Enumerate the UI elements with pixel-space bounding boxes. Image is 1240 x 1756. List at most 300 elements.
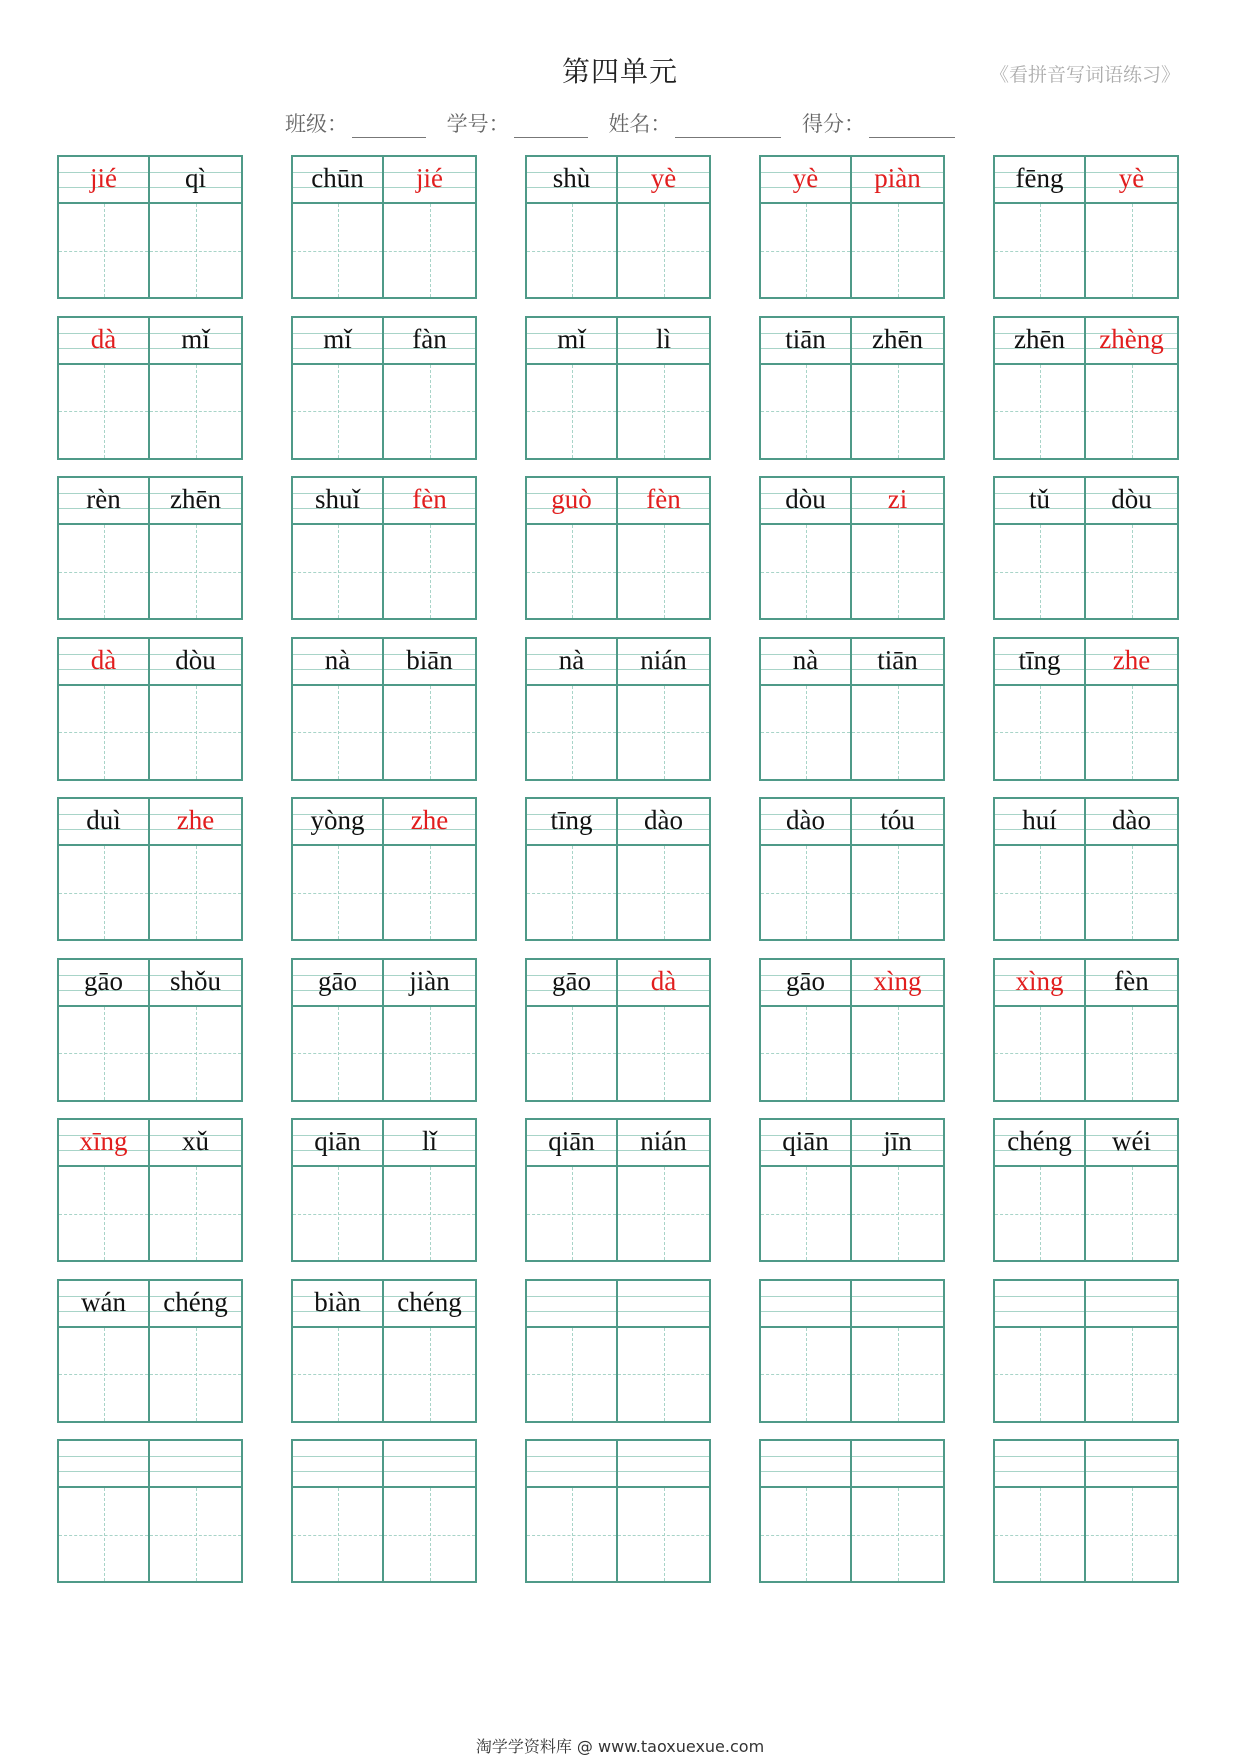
- writing-box[interactable]: [618, 686, 709, 779]
- dashed-guide: [527, 1053, 616, 1054]
- writing-box[interactable]: [293, 204, 382, 297]
- writing-box[interactable]: [995, 365, 1084, 458]
- character-cell: [57, 797, 150, 941]
- writing-box[interactable]: [527, 1328, 616, 1421]
- writing-box[interactable]: [761, 525, 850, 618]
- writing-box[interactable]: [995, 204, 1084, 297]
- pinyin-text: jiàn: [409, 965, 450, 996]
- pinyin-text: fàn: [412, 323, 447, 354]
- word-box: [993, 155, 1179, 299]
- writing-box[interactable]: [761, 204, 850, 297]
- character-cell: [759, 476, 852, 620]
- writing-box[interactable]: [1086, 1007, 1177, 1100]
- word-box: [759, 797, 945, 941]
- writing-box[interactable]: [527, 1007, 616, 1100]
- character-cell: [759, 1439, 852, 1583]
- pinyin-text: fèn: [646, 484, 681, 514]
- writing-box[interactable]: [1086, 525, 1177, 618]
- pinyin-lines: [761, 318, 850, 365]
- character-cell: [525, 316, 618, 460]
- dashed-guide: [59, 572, 148, 573]
- writing-box[interactable]: [761, 1488, 850, 1581]
- word-box: [291, 155, 477, 299]
- writing-box[interactable]: [527, 525, 616, 618]
- writing-box[interactable]: [618, 1488, 709, 1581]
- writing-box[interactable]: [761, 1167, 850, 1260]
- writing-box[interactable]: [761, 1328, 850, 1421]
- character-cell: [57, 1118, 150, 1262]
- character-cell: [618, 797, 711, 941]
- character-cell: [525, 958, 618, 1102]
- pinyin-text: dào: [1112, 805, 1151, 835]
- writing-box[interactable]: [618, 204, 709, 297]
- pinyin-text: mǐ: [181, 323, 210, 354]
- character-cell: [1086, 797, 1179, 941]
- writing-box[interactable]: [995, 686, 1084, 779]
- writing-box[interactable]: [384, 846, 475, 939]
- pinyin-lines: [293, 1441, 382, 1488]
- guide-line: [1086, 1471, 1177, 1472]
- character-cell: [759, 637, 852, 781]
- character-cell: [618, 476, 711, 620]
- guide-line: [761, 1471, 850, 1472]
- character-cell: [993, 958, 1086, 1102]
- dashed-guide: [384, 572, 475, 573]
- dashed-guide: [761, 1374, 850, 1375]
- pinyin-lines: [293, 639, 382, 686]
- character-cell: [759, 316, 852, 460]
- pinyin-text: zhēn: [1014, 323, 1065, 354]
- word-box: [993, 476, 1179, 620]
- writing-box[interactable]: [293, 1007, 382, 1100]
- writing-box[interactable]: [293, 1328, 382, 1421]
- writing-box[interactable]: [59, 1328, 148, 1421]
- pinyin-lines: [618, 1281, 709, 1328]
- dashed-guide: [59, 1214, 148, 1215]
- pinyin-text: yè: [650, 163, 677, 193]
- pinyin-text: qì: [184, 163, 206, 193]
- writing-box[interactable]: [761, 686, 850, 779]
- guide-line: [527, 1456, 616, 1457]
- writing-box[interactable]: [150, 525, 241, 618]
- pinyin-text: qiān: [548, 1126, 595, 1156]
- pinyin-lines: [59, 318, 148, 365]
- dashed-guide: [527, 1535, 616, 1536]
- dashed-guide: [150, 411, 241, 412]
- dashed-guide: [59, 1374, 148, 1375]
- dashed-guide: [384, 251, 475, 252]
- dashed-guide: [150, 1535, 241, 1536]
- word-box: [57, 1118, 243, 1262]
- pinyin-text: tǔ: [1028, 484, 1050, 514]
- writing-box[interactable]: [150, 846, 241, 939]
- pinyin-text: zhe: [176, 805, 215, 835]
- pinyin-lines: [995, 318, 1084, 365]
- guide-line: [59, 1456, 148, 1457]
- writing-box[interactable]: [852, 686, 943, 779]
- pinyin-text: gāo: [552, 965, 591, 996]
- dashed-guide: [293, 893, 382, 894]
- score-field: [802, 108, 955, 138]
- character-cell: [57, 476, 150, 620]
- pinyin-text: shuǐ: [314, 484, 360, 514]
- word-box: [993, 1439, 1179, 1583]
- writing-box[interactable]: [761, 1007, 850, 1100]
- writing-box[interactable]: [59, 1007, 148, 1100]
- word-box: [993, 797, 1179, 941]
- pinyin-lines: [1086, 1441, 1177, 1488]
- character-cell: [150, 316, 243, 460]
- pinyin-text: gāo: [786, 965, 825, 996]
- writing-box[interactable]: [527, 686, 616, 779]
- pinyin-text: huí: [1022, 805, 1057, 835]
- writing-box[interactable]: [618, 1167, 709, 1260]
- writing-box[interactable]: [618, 1328, 709, 1421]
- writing-box[interactable]: [384, 1488, 475, 1581]
- writing-box[interactable]: [995, 1167, 1084, 1260]
- pinyin-text: mǐ: [323, 323, 352, 354]
- writing-box[interactable]: [384, 525, 475, 618]
- character-cell: [618, 958, 711, 1102]
- guide-line: [1086, 1296, 1177, 1297]
- writing-box[interactable]: [384, 686, 475, 779]
- pinyin-text: dà: [650, 965, 677, 996]
- word-box: [759, 958, 945, 1102]
- dashed-guide: [293, 1374, 382, 1375]
- dashed-guide: [852, 1214, 943, 1215]
- dashed-guide: [761, 251, 850, 252]
- pinyin-text: chéng: [1007, 1126, 1072, 1156]
- writing-box[interactable]: [150, 1328, 241, 1421]
- page-title: 第四单元: [561, 55, 678, 88]
- character-cell: [759, 797, 852, 941]
- writing-box[interactable]: [384, 1328, 475, 1421]
- pinyin-lines: [150, 960, 241, 1007]
- character-cell: [618, 316, 711, 460]
- pinyin-lines: [527, 478, 616, 525]
- footer-credit: 淘学学资料库 @ www.taoxuexue.com: [475, 1737, 765, 1756]
- pinyin-lines: [527, 157, 616, 204]
- dashed-guide: [995, 893, 1084, 894]
- guide-line: [618, 1311, 709, 1312]
- dashed-guide: [852, 732, 943, 733]
- writing-box[interactable]: [852, 846, 943, 939]
- dashed-guide: [150, 1053, 241, 1054]
- dashed-guide: [618, 893, 709, 894]
- writing-box[interactable]: [293, 1167, 382, 1260]
- character-cell: [618, 1279, 711, 1423]
- writing-box[interactable]: [1086, 1328, 1177, 1421]
- dashed-guide: [384, 411, 475, 412]
- writing-box[interactable]: [527, 365, 616, 458]
- writing-box[interactable]: [150, 1007, 241, 1100]
- character-cell: [525, 1118, 618, 1262]
- writing-box[interactable]: [995, 1488, 1084, 1581]
- word-box: [57, 155, 243, 299]
- pinyin-text: shǒu: [169, 965, 221, 996]
- dashed-guide: [384, 1053, 475, 1054]
- dashed-guide: [618, 572, 709, 573]
- pinyin-lines: [618, 1441, 709, 1488]
- writing-box[interactable]: [1086, 686, 1177, 779]
- character-cell: [525, 1279, 618, 1423]
- class-blank[interactable]: [352, 115, 426, 138]
- dashed-guide: [852, 1535, 943, 1536]
- character-cell: [291, 1118, 384, 1262]
- pinyin-text: fèn: [412, 484, 447, 514]
- dashed-guide: [852, 1374, 943, 1375]
- character-cell: [525, 797, 618, 941]
- character-cell: [384, 1279, 477, 1423]
- pinyin-lines: [384, 1120, 475, 1167]
- dashed-guide: [1086, 732, 1177, 733]
- writing-box[interactable]: [852, 365, 943, 458]
- writing-box[interactable]: [852, 1167, 943, 1260]
- writing-box[interactable]: [59, 365, 148, 458]
- word-box: [291, 1118, 477, 1262]
- writing-box[interactable]: [150, 365, 241, 458]
- pinyin-lines: [384, 157, 475, 204]
- writing-box[interactable]: [761, 365, 850, 458]
- writing-box[interactable]: [852, 1328, 943, 1421]
- pinyin-text: xīng: [79, 1126, 128, 1156]
- pinyin-lines: [384, 1441, 475, 1488]
- pinyin-text: zhe: [1112, 644, 1151, 675]
- pinyin-text: yè: [1118, 163, 1145, 193]
- pinyin-text: chéng: [163, 1286, 228, 1317]
- pinyin-lines: [852, 960, 943, 1007]
- character-cell: [291, 637, 384, 781]
- pinyin-lines: [293, 157, 382, 204]
- writing-box[interactable]: [852, 1007, 943, 1100]
- writing-box[interactable]: [384, 204, 475, 297]
- writing-box[interactable]: [761, 846, 850, 939]
- writing-box[interactable]: [527, 846, 616, 939]
- guide-line: [995, 1311, 1084, 1312]
- dashed-guide: [618, 1053, 709, 1054]
- writing-box[interactable]: [618, 365, 709, 458]
- word-box: [291, 797, 477, 941]
- writing-box[interactable]: [852, 1488, 943, 1581]
- writing-box[interactable]: [384, 1007, 475, 1100]
- character-cell: [384, 316, 477, 460]
- writing-box[interactable]: [59, 846, 148, 939]
- dashed-guide: [150, 251, 241, 252]
- writing-box[interactable]: [293, 1488, 382, 1581]
- word-box: [525, 1439, 711, 1583]
- writing-box[interactable]: [384, 1167, 475, 1260]
- dashed-guide: [1086, 411, 1177, 412]
- writing-box[interactable]: [293, 846, 382, 939]
- character-cell: [993, 155, 1086, 299]
- dashed-guide: [527, 1214, 616, 1215]
- writing-box[interactable]: [1086, 204, 1177, 297]
- pinyin-text: xǔ: [182, 1126, 209, 1156]
- pinyin-lines: [761, 157, 850, 204]
- pinyin-lines: [761, 799, 850, 846]
- character-cell: [759, 958, 852, 1102]
- pinyin-lines: [293, 960, 382, 1007]
- writing-box[interactable]: [59, 525, 148, 618]
- pinyin-text: dòu: [175, 644, 216, 675]
- pinyin-text: rèn: [86, 484, 121, 514]
- word-box: [759, 476, 945, 620]
- pinyin-text: tiān: [785, 323, 826, 354]
- pinyin-text: tīng: [1018, 644, 1061, 675]
- character-cell: [57, 316, 150, 460]
- writing-box[interactable]: [293, 365, 382, 458]
- pinyin-lines: [527, 1120, 616, 1167]
- pinyin-text: jié: [90, 163, 117, 193]
- character-cell: [384, 797, 477, 941]
- pinyin-text: qiān: [314, 1126, 361, 1156]
- character-cell: [618, 1118, 711, 1262]
- character-cell: [852, 316, 945, 460]
- pinyin-lines: [852, 478, 943, 525]
- writing-box[interactable]: [384, 365, 475, 458]
- guide-line: [384, 1456, 475, 1457]
- pinyin-lines: [618, 799, 709, 846]
- writing-box[interactable]: [618, 846, 709, 939]
- writing-box[interactable]: [59, 1488, 148, 1581]
- score-blank[interactable]: [869, 115, 955, 138]
- pinyin-lines: [150, 639, 241, 686]
- pinyin-text: fēng: [1015, 163, 1064, 193]
- pinyin-lines: [995, 960, 1084, 1007]
- writing-box[interactable]: [852, 204, 943, 297]
- writing-box[interactable]: [527, 1488, 616, 1581]
- pinyin-lines: [59, 478, 148, 525]
- writing-box[interactable]: [1086, 1167, 1177, 1260]
- dashed-guide: [527, 1374, 616, 1375]
- pinyin-lines: [1086, 318, 1177, 365]
- writing-box[interactable]: [618, 525, 709, 618]
- writing-box[interactable]: [618, 1007, 709, 1100]
- character-cell: [291, 1279, 384, 1423]
- writing-box[interactable]: [59, 1167, 148, 1260]
- dashed-guide: [995, 1053, 1084, 1054]
- word-box: [993, 637, 1179, 781]
- dashed-guide: [618, 1374, 709, 1375]
- dashed-guide: [1086, 1535, 1177, 1536]
- word-box: [57, 958, 243, 1102]
- dashed-guide: [384, 1214, 475, 1215]
- word-box: [993, 958, 1179, 1102]
- student-id-blank[interactable]: [514, 115, 588, 138]
- writing-box[interactable]: [150, 1488, 241, 1581]
- writing-box[interactable]: [293, 686, 382, 779]
- pinyin-lines: [527, 1281, 616, 1328]
- writing-box[interactable]: [150, 204, 241, 297]
- character-cell: [1086, 1279, 1179, 1423]
- guide-line: [761, 1456, 850, 1457]
- dashed-guide: [59, 1535, 148, 1536]
- dashed-guide: [527, 893, 616, 894]
- writing-box[interactable]: [150, 1167, 241, 1260]
- word-box: [525, 797, 711, 941]
- character-cell: [993, 1118, 1086, 1262]
- pinyin-lines: [150, 478, 241, 525]
- character-cell: [1086, 476, 1179, 620]
- dashed-guide: [293, 572, 382, 573]
- writing-box[interactable]: [527, 204, 616, 297]
- pinyin-text: nián: [640, 644, 687, 675]
- character-cell: [993, 316, 1086, 460]
- name-label: 姓名：: [608, 112, 672, 136]
- pinyin-text: zhēn: [170, 484, 221, 514]
- dashed-guide: [59, 251, 148, 252]
- guide-line: [527, 1311, 616, 1312]
- pinyin-text: jīn: [883, 1126, 912, 1156]
- writing-box[interactable]: [150, 686, 241, 779]
- pinyin-lines: [59, 1120, 148, 1167]
- writing-box[interactable]: [852, 525, 943, 618]
- character-cell: [993, 797, 1086, 941]
- pinyin-lines: [1086, 478, 1177, 525]
- writing-box[interactable]: [995, 846, 1084, 939]
- page-subtitle: 《看拼音写词语练习》: [989, 64, 1180, 86]
- writing-box[interactable]: [59, 204, 148, 297]
- character-cell: [618, 155, 711, 299]
- pinyin-lines: [852, 799, 943, 846]
- writing-box[interactable]: [995, 525, 1084, 618]
- word-box: [759, 1279, 945, 1423]
- writing-box[interactable]: [1086, 365, 1177, 458]
- pinyin-lines: [995, 1441, 1084, 1488]
- name-blank[interactable]: [675, 115, 781, 138]
- writing-box[interactable]: [59, 686, 148, 779]
- pinyin-text: chéng: [397, 1286, 462, 1317]
- pinyin-lines: [1086, 157, 1177, 204]
- dashed-guide: [761, 1053, 850, 1054]
- word-box: [291, 476, 477, 620]
- dashed-guide: [384, 893, 475, 894]
- word-box: [291, 958, 477, 1102]
- writing-box[interactable]: [995, 1007, 1084, 1100]
- guide-line: [59, 1471, 148, 1472]
- word-box: [57, 637, 243, 781]
- pinyin-text: wéi: [1112, 1126, 1151, 1156]
- character-cell: [1086, 1439, 1179, 1583]
- pinyin-text: nà: [324, 644, 351, 675]
- character-cell: [291, 797, 384, 941]
- character-cell: [852, 155, 945, 299]
- character-cell: [852, 797, 945, 941]
- character-cell: [993, 1439, 1086, 1583]
- word-box: [993, 1279, 1179, 1423]
- character-cell: [384, 637, 477, 781]
- pinyin-lines: [995, 799, 1084, 846]
- character-cell: [852, 1118, 945, 1262]
- word-box: [291, 316, 477, 460]
- pinyin-lines: [293, 318, 382, 365]
- character-cell: [993, 637, 1086, 781]
- pinyin-lines: [761, 1441, 850, 1488]
- pinyin-text: zhe: [410, 805, 449, 835]
- pinyin-text: yòng: [310, 805, 365, 835]
- pinyin-lines: [384, 960, 475, 1007]
- writing-box[interactable]: [293, 525, 382, 618]
- pinyin-lines: [1086, 799, 1177, 846]
- pinyin-lines: [384, 799, 475, 846]
- pinyin-text: xìng: [873, 965, 922, 996]
- guide-line: [852, 1311, 943, 1312]
- writing-box[interactable]: [1086, 846, 1177, 939]
- writing-box[interactable]: [527, 1167, 616, 1260]
- character-cell: [291, 155, 384, 299]
- writing-box[interactable]: [995, 1328, 1084, 1421]
- writing-box[interactable]: [1086, 1488, 1177, 1581]
